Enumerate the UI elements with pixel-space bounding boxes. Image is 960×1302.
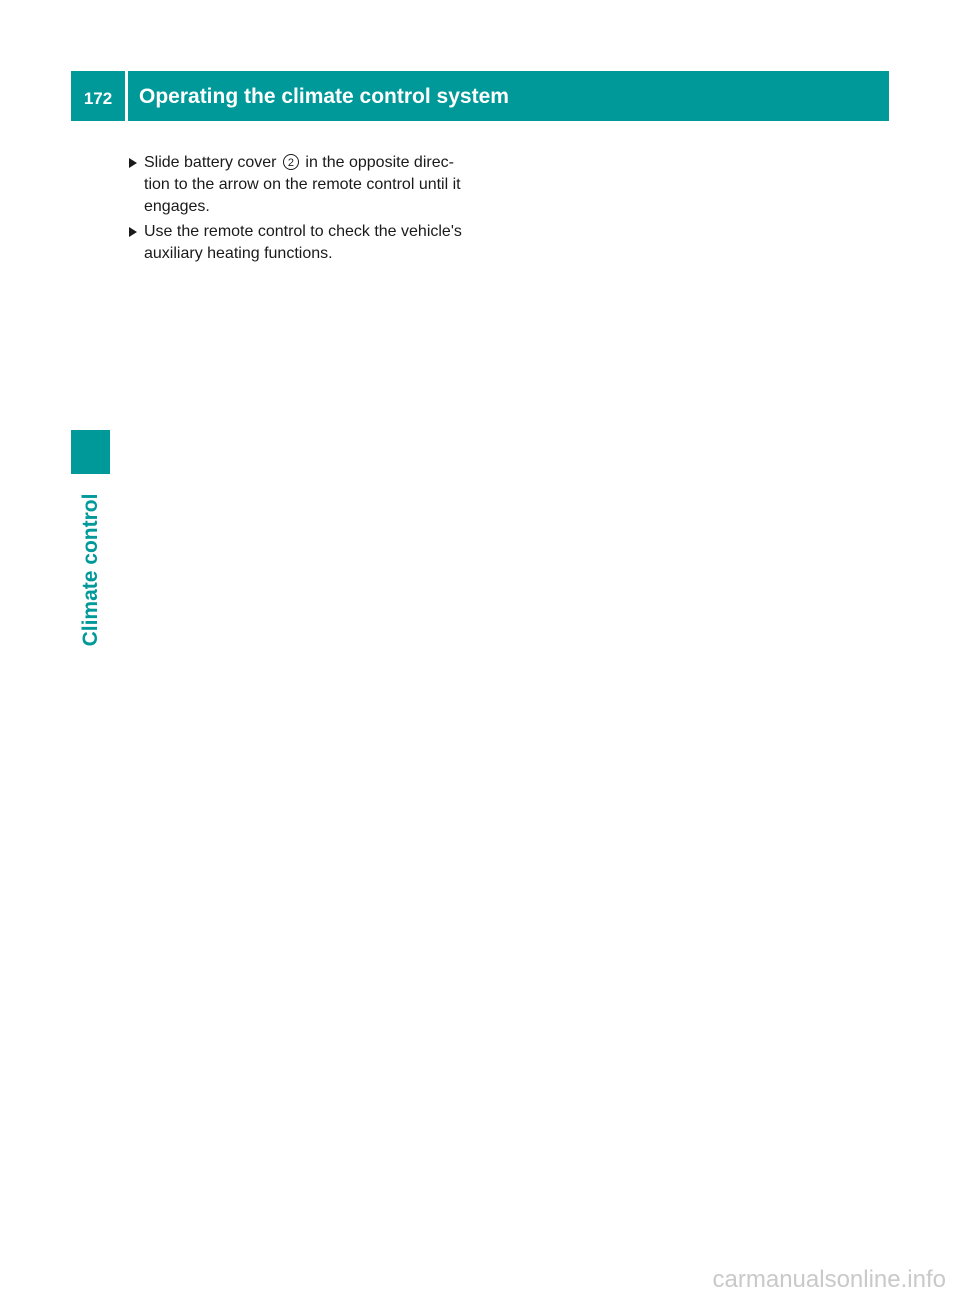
watermark: carmanualsonline.info (712, 1266, 946, 1293)
side-tab (71, 482, 110, 657)
section-title: Operating the climate control system (128, 71, 889, 121)
step-text-before-ref: Slide battery cover (144, 154, 281, 171)
instruction-step (128, 152, 468, 218)
page-header (71, 71, 889, 121)
side-tab-label: Climate control (78, 493, 102, 646)
step-text: Use the remote control to check the vehicle's auxiliary heating functions. (144, 223, 462, 262)
step-text-after-ref: in the opposite direction to the arrow on the remote control until it engages. (144, 154, 461, 215)
step-arrow-icon (129, 158, 137, 168)
page-number: 172 (71, 71, 125, 121)
side-tab-marker (71, 430, 110, 474)
reference-number-circle: 2 (283, 154, 299, 170)
step-arrow-icon (129, 227, 137, 237)
instruction-step (128, 221, 468, 265)
instruction-list (128, 152, 468, 268)
